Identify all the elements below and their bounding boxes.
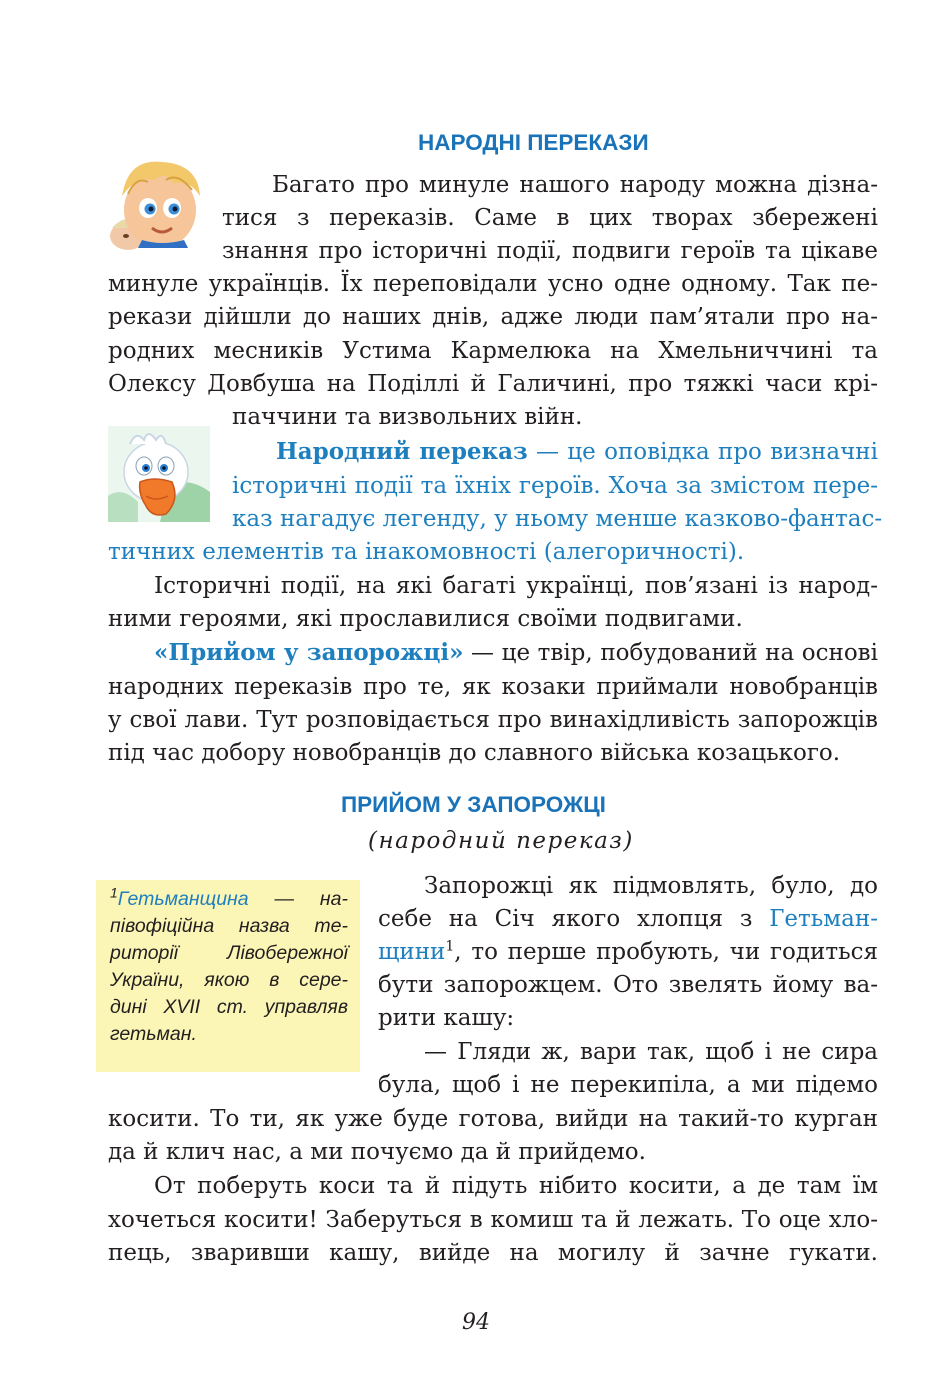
intro-line: паччини та визвольних війн. <box>232 404 583 430</box>
priyom-line: народних переказів про те, як козаки приймали новобранців <box>108 674 878 700</box>
story-line: Запорожці як підмовлять, було, до <box>424 873 878 899</box>
story-line: була, щоб і не перекипіла, а ми підемо <box>378 1072 878 1098</box>
definition-text: — це оповідка про визначні <box>527 439 878 465</box>
story-text: , то перше пробують, чи годиться <box>454 939 878 965</box>
story-subtitle: (народний переказ) <box>368 828 634 854</box>
story-line: косити. То ти, як уже буде готова, вийди на такий-то курган <box>108 1106 878 1132</box>
story-line: да й клич нас, а ми почуємо да й прийдемо. <box>108 1139 646 1165</box>
intro-line: тися з переказів. Саме в цих творах збережені <box>222 205 878 231</box>
intro-line: Багато про минуле нашого народу можна дізна- <box>272 172 878 198</box>
hetmanate-link[interactable]: Гетьман- <box>769 906 878 932</box>
page-number: 94 <box>462 1310 490 1335</box>
footnote-line: гетьман. <box>110 1023 197 1045</box>
footnote-text: — на- <box>248 888 348 910</box>
historic-line: Історичні події, на які багаті українці, пов’язані із народ- <box>154 573 878 599</box>
definition-term: Народний переказ <box>276 438 528 465</box>
story-line-3 <box>378 937 878 967</box>
footnote-line: риторії Лівобережної <box>110 942 348 964</box>
story-line: пець, зваривши кашу, вийде на могилу й зачне гукати. <box>108 1240 878 1266</box>
story-line: рити кашу: <box>378 1005 515 1031</box>
priyom-line: у свої лави. Тут розповідається про винахідливість запорожців <box>108 707 878 733</box>
footnote-box <box>96 880 360 1072</box>
footnote-line: України, якою в сере- <box>110 969 348 991</box>
definition-line: каз нагадує легенду, у ньому менше казково-фантас- <box>232 506 883 532</box>
hetmanate-link-cont[interactable]: щини <box>378 939 446 965</box>
intro-line: минуле українців. Їх переповідали усно одне одному. Так пе- <box>108 271 878 297</box>
story-title-reference: «Прийом у запорожці» <box>154 639 464 666</box>
priyom-line: під час добору новобранців до славного війська козацького. <box>108 740 841 766</box>
story-line: От поберуть коси та й підуть нібито косити, а де там їм <box>154 1173 878 1199</box>
intro-line: родних месників Устима Кармелюка на Хмельниччині та <box>108 338 878 364</box>
boy-illustration <box>108 156 204 250</box>
footnote-line: дині XVII ст. управляв <box>110 996 348 1018</box>
section-heading-folk-legends: НАРОДНІ ПЕРЕКАЗИ <box>418 130 649 155</box>
story-text: себе на Січ якого хлопця з <box>378 906 770 932</box>
intro-line: Олексу Довбуша на Поділлі й Галичині, про тяжкі часи крі- <box>108 371 878 397</box>
footnote-ref[interactable]: 1 <box>445 938 455 955</box>
story-heading: ПРИЙОМ У ЗАПОРОЖЦІ <box>341 792 606 817</box>
priyom-text: — це твір, побудований на основі <box>463 640 878 666</box>
intro-line: знання про історичні події, подвиги героїв та цікаве <box>222 238 878 264</box>
priyom-line-1 <box>154 638 878 668</box>
story-line: хочеться косити! Заберуться в комиш та й лежать. То оце хло- <box>108 1207 878 1233</box>
goose-illustration <box>108 426 210 522</box>
story-line-2 <box>378 904 878 934</box>
footnote-term: Гетьманщина <box>117 888 249 910</box>
footnote-line-1 <box>110 886 348 912</box>
footnote-number: 1 <box>110 884 118 901</box>
story-line: бути запорожцем. Ото звелять йому ва- <box>378 972 878 998</box>
story-line: — Гляди ж, вари так, щоб і не сира <box>424 1039 878 1065</box>
historic-line: ними героями, які прославилися своїми подвигами. <box>108 606 743 632</box>
footnote-line: півофіційна назва те- <box>110 915 348 937</box>
definition-line: тичних елементів та інакомовності (алегоричності). <box>108 539 745 565</box>
definition-line: історичні події та їхніх героїв. Хоча за змістом пере- <box>232 473 878 499</box>
intro-line: рекази дійшли до наших днів, адже люди пам’ятали про на- <box>108 304 878 330</box>
definition-line-1 <box>276 437 878 467</box>
